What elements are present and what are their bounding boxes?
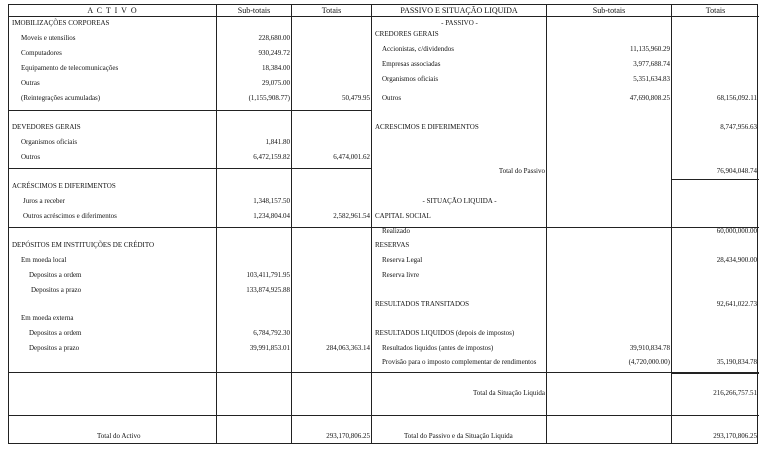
total-passivo-situacao-value: 293,170,806.25 <box>713 432 757 440</box>
passivo-totais-column <box>672 5 759 443</box>
line-label: Reserva Legal <box>382 256 423 264</box>
section-devedores: DEVEDORES GERAIS <box>12 123 81 131</box>
line-label: Outros acréscimos e diferimentos <box>23 212 117 220</box>
line-subtotal: 29,075.00 <box>262 79 290 87</box>
line-total: 284,063,363.14 <box>326 344 370 352</box>
passivo-column <box>372 5 547 443</box>
subsection-moeda-externa: Em moeda externa <box>21 314 74 322</box>
activo-totais-header: Totais <box>292 5 371 17</box>
section-passivo: - PASSIVO - <box>441 19 478 27</box>
line-subtotal: 103,411,791.95 <box>246 271 290 279</box>
line-subtotal: 6,784,792.30 <box>253 329 290 337</box>
line-subtotal: 5,351,634.83 <box>633 75 670 83</box>
line-total: 68,156,092.11 <box>717 94 757 102</box>
line-subtotal: 39,910,834.78 <box>629 344 670 352</box>
line-label: Accionistas, c/dividendos <box>382 45 454 53</box>
total-situacao-label: Total da Situação Liquida <box>472 389 545 397</box>
line-subtotal: 228,680.00 <box>258 34 290 42</box>
line-label: Resultados liquidos (antes de impostos) <box>382 344 494 352</box>
line-subtotal: 1,841.80 <box>265 138 290 146</box>
line-label: Moveis e utensilios <box>21 34 76 42</box>
line-subtotal: 18,384.00 <box>262 64 290 72</box>
total-situacao-value: 216,266,757.51 <box>713 389 757 397</box>
line-label: Depositos a ordem <box>29 329 82 337</box>
line-subtotal: 1,234,804.04 <box>253 212 290 220</box>
passivo-header: PASSIVO E SITUAÇÃO LIQUIDA <box>372 5 546 17</box>
line-total: 28,434,900.00 <box>716 256 757 264</box>
line-subtotal: 11,135,960.29 <box>630 45 670 53</box>
activo-totais-column <box>292 5 372 443</box>
line-label: Provisão para o imposto complementar de rendimentos <box>382 358 537 366</box>
balance-sheet <box>8 4 758 444</box>
line-label: Realizado <box>382 227 410 235</box>
line-label: Equipamento de telecomunicações <box>21 64 119 72</box>
line-subtotal: 133,874,925.88 <box>246 286 290 294</box>
line-label: Empresas associadas <box>382 60 441 68</box>
activo-subtotais-header: Sub-totais <box>217 5 291 17</box>
line-total: 35,190,834.78 <box>716 358 757 366</box>
subsection-moeda-local: Em moeda local <box>21 256 67 264</box>
total-activo-value: 293,170,806.25 <box>326 432 370 440</box>
line-subtotal: 1,348,157.50 <box>253 197 290 205</box>
section-acrescimos: ACRÉSCIMOS E DIFERIMENTOS <box>12 182 116 190</box>
section-capital-social: CAPITAL SOCIAL <box>375 212 431 220</box>
row-divider <box>9 168 372 169</box>
passivo-subtotais-column <box>547 5 672 443</box>
total-passivo-value: 76,904,048.74 <box>716 167 757 175</box>
line-total: 92,641,022.73 <box>716 300 757 308</box>
line-total: 50,479.95 <box>342 94 370 102</box>
section-imobilizacoes: IMOBILIZAÇÕES CORPOREAS <box>12 19 110 27</box>
line-subtotal: 3,977,688.74 <box>633 60 670 68</box>
line-subtotal: 930,249.72 <box>258 49 290 57</box>
line-label: Depositos a prazo <box>31 286 82 294</box>
section-resultados-liquidos: RESULTADOS LIQUIDOS (depois de impostos) <box>375 329 515 337</box>
line-subtotal: 6,472,159.82 <box>253 153 290 161</box>
line-subtotal: (4,720,000.00) <box>628 358 670 366</box>
total-activo-label: Total do Activo <box>97 432 141 440</box>
line-subtotal: 39,991,853.01 <box>249 344 290 352</box>
section-reservas: RESERVAS <box>375 241 410 249</box>
section-credores: CREDORES GERAIS <box>375 30 439 38</box>
line-subtotal: (1,155,908.77) <box>248 94 290 102</box>
line-label: Organismos oficiais <box>382 75 439 83</box>
section-resultados-transitados: RESULTADOS TRANSITADOS <box>375 300 469 308</box>
line-label: Depositos a prazo <box>29 344 80 352</box>
row-divider <box>9 372 759 373</box>
total-passivo-situacao-label: Total do Passivo e da Situação Liquida <box>404 432 513 440</box>
line-total: 60,000,000.00 <box>716 227 757 235</box>
total-underline <box>672 372 759 374</box>
line-subtotal: 47,690,808.25 <box>629 94 670 102</box>
passivo-totais-header: Totais <box>672 5 759 17</box>
section-situacao-liquida: - SITUAÇÃO LIQUIDA - <box>422 197 497 205</box>
section-acrescimos-passivo: ACRESCIMOS E DIFERIMENTOS <box>375 123 479 131</box>
line-label: Organismos oficiais <box>21 138 78 146</box>
passivo-subtotais-header: Sub-totais <box>547 5 671 17</box>
line-label: Juros a receber <box>23 197 65 205</box>
line-label: (Reintegrações acumuladas) <box>21 94 101 102</box>
total-passivo-label: Total do Passivo <box>498 167 545 175</box>
line-label: Outras <box>21 79 40 87</box>
line-label: Outros <box>382 94 402 102</box>
row-divider <box>9 415 759 416</box>
line-label: Outros <box>21 153 41 161</box>
total-underline <box>672 179 759 180</box>
row-divider <box>9 110 372 111</box>
activo-header: A C T I V O <box>9 5 216 17</box>
line-total: 2,582,961.54 <box>333 212 370 220</box>
line-label: Computadores <box>21 49 62 57</box>
line-total: 8,747,956.63 <box>720 123 757 131</box>
line-total: 6,474,001.62 <box>333 153 370 161</box>
section-depositos: DEPÓSITOS EM INSTITUIÇÕES DE CRÉDITO <box>12 241 155 249</box>
line-label: Reserva livre <box>382 271 420 279</box>
line-label: Depositos a ordem <box>29 271 82 279</box>
